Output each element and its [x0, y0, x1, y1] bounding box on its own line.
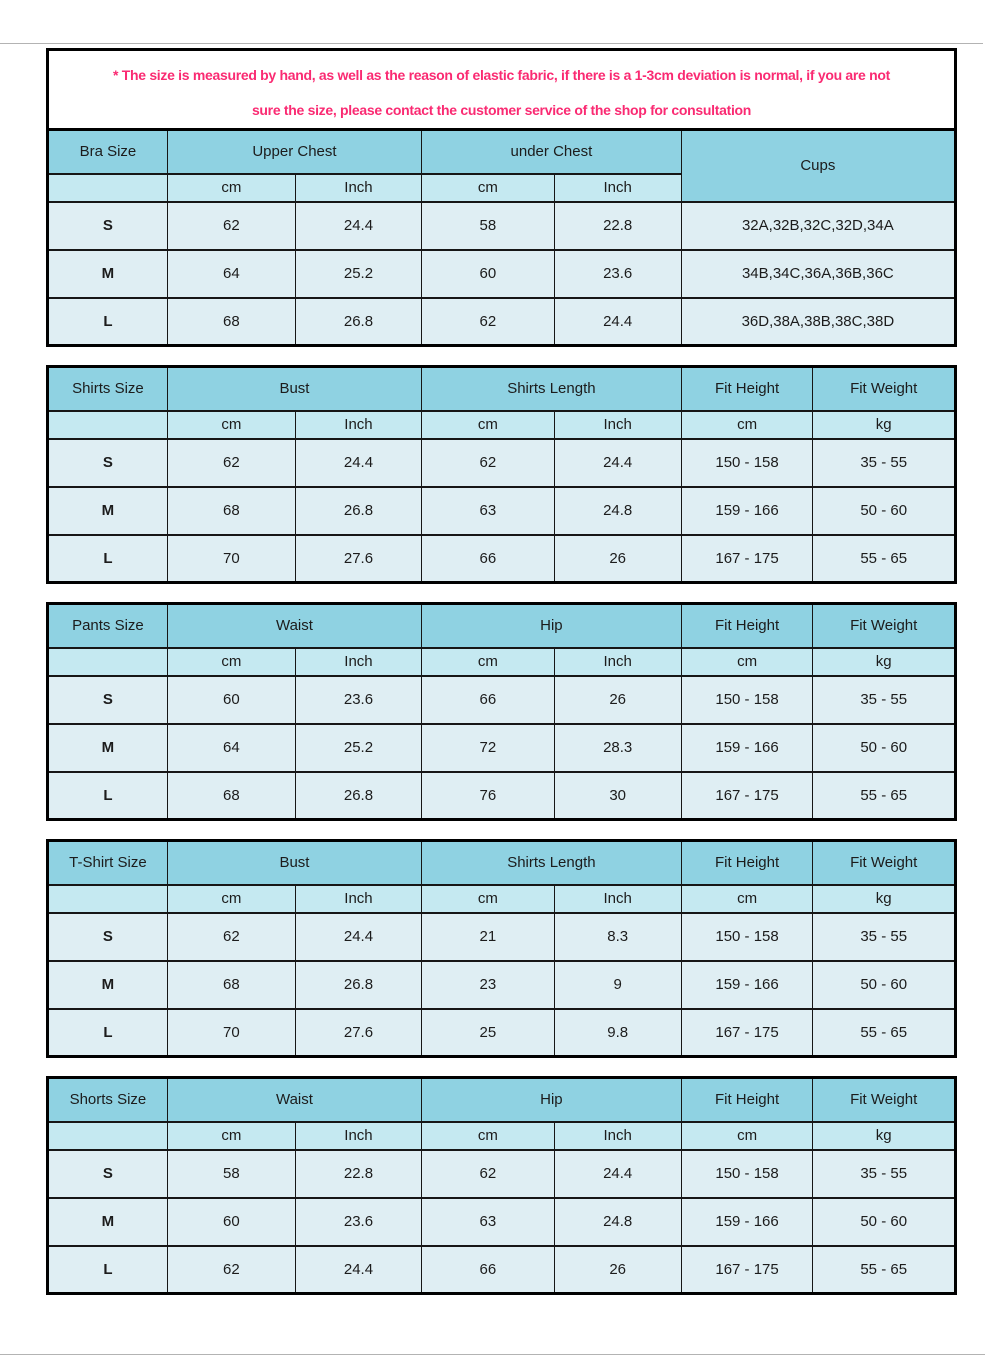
shorts-size-unit-cell-3: cm — [422, 1122, 555, 1150]
shirts-size-header-row — [48, 367, 956, 411]
bra-size-unit-cell-4: Inch — [554, 174, 681, 202]
bra-size-header-row — [48, 130, 956, 174]
bra-size-row-L — [48, 298, 956, 346]
pants-size-unit-cell-2: Inch — [295, 648, 421, 676]
shorts-size-value-cell: 22.8 — [295, 1150, 421, 1198]
shorts-size-row-M — [48, 1198, 956, 1246]
shorts-size-header-cell-3: Fit Height — [681, 1078, 813, 1122]
t-shirt-size-unit-row — [48, 885, 956, 913]
pants-size-unit-cell-3: cm — [422, 648, 555, 676]
pants-size-value-cell: 60 — [167, 676, 295, 724]
t-shirt-size-value-cell: 62 — [167, 913, 295, 961]
bra-size-value-cell: 32A,32B,32C,32D,34A — [681, 202, 955, 250]
t-shirt-size-value-cell: 167 - 175 — [681, 1009, 813, 1057]
pants-size-unit-cell-0 — [48, 648, 168, 676]
shorts-size-value-cell: 55 - 65 — [813, 1246, 956, 1294]
shirts-size-value-cell: 150 - 158 — [681, 439, 813, 487]
bra-size-value-cell: 34B,34C,36A,36B,36C — [681, 250, 955, 298]
pants-size-value-cell: 68 — [167, 772, 295, 820]
t-shirt-size-value-cell: 150 - 158 — [681, 913, 813, 961]
shorts-size-size-label: M — [48, 1198, 168, 1246]
t-shirt-size-value-cell: 55 - 65 — [813, 1009, 956, 1057]
shirts-size-value-cell: 50 - 60 — [813, 487, 956, 535]
shirts-size-value-cell: 68 — [167, 487, 295, 535]
pants-size-row-M — [48, 724, 956, 772]
bra-size-value-cell: 68 — [167, 298, 295, 346]
shirts-size-value-cell: 35 - 55 — [813, 439, 956, 487]
shorts-size-value-cell: 24.4 — [554, 1150, 681, 1198]
bra-size-value-cell: 62 — [422, 298, 555, 346]
shirts-size-value-cell: 159 - 166 — [681, 487, 813, 535]
pants-size-value-cell: 35 - 55 — [813, 676, 956, 724]
shirts-size-value-cell: 26.8 — [295, 487, 421, 535]
pants-size-size-label: M — [48, 724, 168, 772]
shorts-size-value-cell: 159 - 166 — [681, 1198, 813, 1246]
shorts-size-value-cell: 50 - 60 — [813, 1198, 956, 1246]
shirts-size-table — [46, 365, 957, 584]
t-shirt-size-header-cell-3: Fit Height — [681, 841, 813, 885]
bra-size-value-cell: 60 — [422, 250, 555, 298]
t-shirt-size-unit-cell-3: cm — [422, 885, 555, 913]
note-line-2: sure the size, please contact the customer service of the shop for consultation — [251, 101, 752, 118]
shirts-size-unit-cell-0 — [48, 411, 168, 439]
t-shirt-size-value-cell: 9 — [554, 961, 681, 1009]
shirts-size-row-M — [48, 487, 956, 535]
shorts-size-unit-cell-4: Inch — [554, 1122, 681, 1150]
t-shirt-size-value-cell: 23 — [422, 961, 555, 1009]
shorts-size-value-cell: 23.6 — [295, 1198, 421, 1246]
pants-size-value-cell: 66 — [422, 676, 555, 724]
pants-size-value-cell: 64 — [167, 724, 295, 772]
shorts-size-unit-cell-6: kg — [813, 1122, 956, 1150]
pants-size-value-cell: 26.8 — [295, 772, 421, 820]
t-shirt-size-header-row — [48, 841, 956, 885]
shorts-size-value-cell: 62 — [167, 1246, 295, 1294]
shorts-size-value-cell: 24.4 — [295, 1246, 421, 1294]
shorts-size-value-cell: 66 — [422, 1246, 555, 1294]
bra-size-value-cell: 36D,38A,38B,38C,38D — [681, 298, 955, 346]
pants-size-size-label: L — [48, 772, 168, 820]
bra-size-row-M — [48, 250, 956, 298]
shirts-size-header-cell-3: Fit Height — [681, 367, 813, 411]
pants-size-unit-cell-5: cm — [681, 648, 813, 676]
pants-size-unit-cell-1: cm — [167, 648, 295, 676]
shirts-size-unit-cell-1: cm — [167, 411, 295, 439]
note-line-1: * The size is measured by hand, as well as the reason of elastic fabric, if there is a 1-3cm deviation is normal, if you are not — [113, 66, 890, 83]
shorts-size-table — [46, 1076, 957, 1295]
t-shirt-size-value-cell: 70 — [167, 1009, 295, 1057]
pants-size-header-cell-0: Pants Size — [48, 604, 168, 648]
t-shirt-size-unit-cell-4: Inch — [554, 885, 681, 913]
shorts-size-value-cell: 167 - 175 — [681, 1246, 813, 1294]
bra-size-header-cell-0: Bra Size — [48, 130, 168, 174]
shirts-size-value-cell: 70 — [167, 535, 295, 583]
t-shirt-size-unit-cell-6: kg — [813, 885, 956, 913]
tables-container — [46, 128, 957, 1295]
pants-size-header-cell-3: Fit Height — [681, 604, 813, 648]
shirts-size-header-cell-2: Shirts Length — [422, 367, 682, 411]
bra-size-value-cell: 58 — [422, 202, 555, 250]
shirts-size-unit-row — [48, 411, 956, 439]
t-shirt-size-row-L — [48, 1009, 956, 1057]
t-shirt-size-header-cell-1: Bust — [167, 841, 421, 885]
bra-size-value-cell: 24.4 — [554, 298, 681, 346]
shorts-size-value-cell: 62 — [422, 1150, 555, 1198]
size-chart-content — [46, 48, 957, 1295]
shirts-size-value-cell: 167 - 175 — [681, 535, 813, 583]
shirts-size-unit-cell-6: kg — [813, 411, 956, 439]
pants-size-unit-cell-4: Inch — [554, 648, 681, 676]
bra-size-header-cell-2: under Chest — [422, 130, 682, 174]
pants-size-unit-cell-6: kg — [813, 648, 956, 676]
shorts-size-header-cell-4: Fit Weight — [813, 1078, 956, 1122]
shorts-size-value-cell: 150 - 158 — [681, 1150, 813, 1198]
shorts-size-unit-cell-2: Inch — [295, 1122, 421, 1150]
pants-size-value-cell: 23.6 — [295, 676, 421, 724]
bra-size-size-label: L — [48, 298, 168, 346]
t-shirt-size-value-cell: 50 - 60 — [813, 961, 956, 1009]
shorts-size-value-cell: 60 — [167, 1198, 295, 1246]
bra-size-size-label: S — [48, 202, 168, 250]
pants-size-value-cell: 55 - 65 — [813, 772, 956, 820]
shirts-size-value-cell: 62 — [422, 439, 555, 487]
t-shirt-size-row-S — [48, 913, 956, 961]
t-shirt-size-header-cell-4: Fit Weight — [813, 841, 956, 885]
shirts-size-unit-cell-2: Inch — [295, 411, 421, 439]
shirts-size-value-cell: 55 - 65 — [813, 535, 956, 583]
shorts-size-unit-row — [48, 1122, 956, 1150]
bra-size-value-cell: 25.2 — [295, 250, 421, 298]
pants-size-table — [46, 602, 957, 821]
bra-size-table — [46, 128, 957, 347]
bra-size-unit-cell-0 — [48, 174, 168, 202]
bra-size-value-cell: 64 — [167, 250, 295, 298]
pants-size-value-cell: 76 — [422, 772, 555, 820]
pants-size-header-cell-4: Fit Weight — [813, 604, 956, 648]
pants-size-value-cell: 50 - 60 — [813, 724, 956, 772]
t-shirt-size-value-cell: 68 — [167, 961, 295, 1009]
t-shirt-size-unit-cell-5: cm — [681, 885, 813, 913]
pants-size-unit-row — [48, 648, 956, 676]
bra-size-row-S — [48, 202, 956, 250]
t-shirt-size-value-cell: 35 - 55 — [813, 913, 956, 961]
shirts-size-value-cell: 66 — [422, 535, 555, 583]
shorts-size-header-cell-0: Shorts Size — [48, 1078, 168, 1122]
pants-size-header-row — [48, 604, 956, 648]
bra-size-value-cell: 23.6 — [554, 250, 681, 298]
bra-size-value-cell: 26.8 — [295, 298, 421, 346]
shirts-size-header-cell-4: Fit Weight — [813, 367, 956, 411]
pants-size-value-cell: 25.2 — [295, 724, 421, 772]
t-shirt-size-unit-cell-1: cm — [167, 885, 295, 913]
shirts-size-row-S — [48, 439, 956, 487]
shirts-size-header-cell-1: Bust — [167, 367, 421, 411]
shorts-size-header-cell-1: Waist — [167, 1078, 421, 1122]
shirts-size-value-cell: 24.4 — [554, 439, 681, 487]
bra-size-value-cell: 24.4 — [295, 202, 421, 250]
t-shirt-size-value-cell: 24.4 — [295, 913, 421, 961]
t-shirt-size-size-label: L — [48, 1009, 168, 1057]
t-shirt-size-table — [46, 839, 957, 1058]
shorts-size-value-cell: 26 — [554, 1246, 681, 1294]
pants-size-value-cell: 30 — [554, 772, 681, 820]
shorts-size-size-label: S — [48, 1150, 168, 1198]
bra-size-value-cell: 62 — [167, 202, 295, 250]
shorts-size-value-cell: 35 - 55 — [813, 1150, 956, 1198]
shorts-size-value-cell: 63 — [422, 1198, 555, 1246]
shorts-size-header-row — [48, 1078, 956, 1122]
top-divider-line — [0, 43, 983, 44]
shirts-size-value-cell: 62 — [167, 439, 295, 487]
t-shirt-size-value-cell: 9.8 — [554, 1009, 681, 1057]
t-shirt-size-header-cell-0: T-Shirt Size — [48, 841, 168, 885]
pants-size-value-cell: 150 - 158 — [681, 676, 813, 724]
shorts-size-row-L — [48, 1246, 956, 1294]
t-shirt-size-size-label: M — [48, 961, 168, 1009]
bra-size-unit-cell-2: Inch — [295, 174, 421, 202]
shorts-size-value-cell: 58 — [167, 1150, 295, 1198]
t-shirt-size-header-cell-2: Shirts Length — [422, 841, 682, 885]
bra-size-header-cell-1: Upper Chest — [167, 130, 421, 174]
pants-size-value-cell: 26 — [554, 676, 681, 724]
bra-size-unit-cell-1: cm — [167, 174, 295, 202]
shirts-size-value-cell: 63 — [422, 487, 555, 535]
shirts-size-unit-cell-5: cm — [681, 411, 813, 439]
shirts-size-size-label: L — [48, 535, 168, 583]
shirts-size-unit-cell-4: Inch — [554, 411, 681, 439]
bra-size-unit-cell-3: cm — [422, 174, 555, 202]
shorts-size-header-cell-2: Hip — [422, 1078, 682, 1122]
t-shirt-size-value-cell: 159 - 166 — [681, 961, 813, 1009]
pants-size-header-cell-2: Hip — [422, 604, 682, 648]
shorts-size-unit-cell-5: cm — [681, 1122, 813, 1150]
t-shirt-size-size-label: S — [48, 913, 168, 961]
t-shirt-size-value-cell: 26.8 — [295, 961, 421, 1009]
pants-size-row-S — [48, 676, 956, 724]
shorts-size-unit-cell-1: cm — [167, 1122, 295, 1150]
shirts-size-size-label: M — [48, 487, 168, 535]
t-shirt-size-unit-cell-0 — [48, 885, 168, 913]
pants-size-value-cell: 167 - 175 — [681, 772, 813, 820]
t-shirt-size-value-cell: 27.6 — [295, 1009, 421, 1057]
t-shirt-size-value-cell: 8.3 — [554, 913, 681, 961]
pants-size-header-cell-1: Waist — [167, 604, 421, 648]
shirts-size-row-L — [48, 535, 956, 583]
shorts-size-value-cell: 24.8 — [554, 1198, 681, 1246]
bra-size-size-label: M — [48, 250, 168, 298]
pants-size-size-label: S — [48, 676, 168, 724]
t-shirt-size-unit-cell-2: Inch — [295, 885, 421, 913]
shirts-size-size-label: S — [48, 439, 168, 487]
shirts-size-unit-cell-3: cm — [422, 411, 555, 439]
measurement-note — [46, 48, 957, 131]
shorts-size-size-label: L — [48, 1246, 168, 1294]
shirts-size-value-cell: 24.8 — [554, 487, 681, 535]
bra-size-value-cell: 22.8 — [554, 202, 681, 250]
shirts-size-value-cell: 24.4 — [295, 439, 421, 487]
shorts-size-row-S — [48, 1150, 956, 1198]
bottom-divider-line — [0, 1354, 985, 1355]
shirts-size-value-cell: 26 — [554, 535, 681, 583]
t-shirt-size-row-M — [48, 961, 956, 1009]
pants-size-value-cell: 28.3 — [554, 724, 681, 772]
pants-size-value-cell: 159 - 166 — [681, 724, 813, 772]
t-shirt-size-value-cell: 25 — [422, 1009, 555, 1057]
shirts-size-value-cell: 27.6 — [295, 535, 421, 583]
pants-size-row-L — [48, 772, 956, 820]
t-shirt-size-value-cell: 21 — [422, 913, 555, 961]
bra-size-header-cell-3: Cups — [681, 130, 955, 202]
shorts-size-unit-cell-0 — [48, 1122, 168, 1150]
shirts-size-header-cell-0: Shirts Size — [48, 367, 168, 411]
pants-size-value-cell: 72 — [422, 724, 555, 772]
